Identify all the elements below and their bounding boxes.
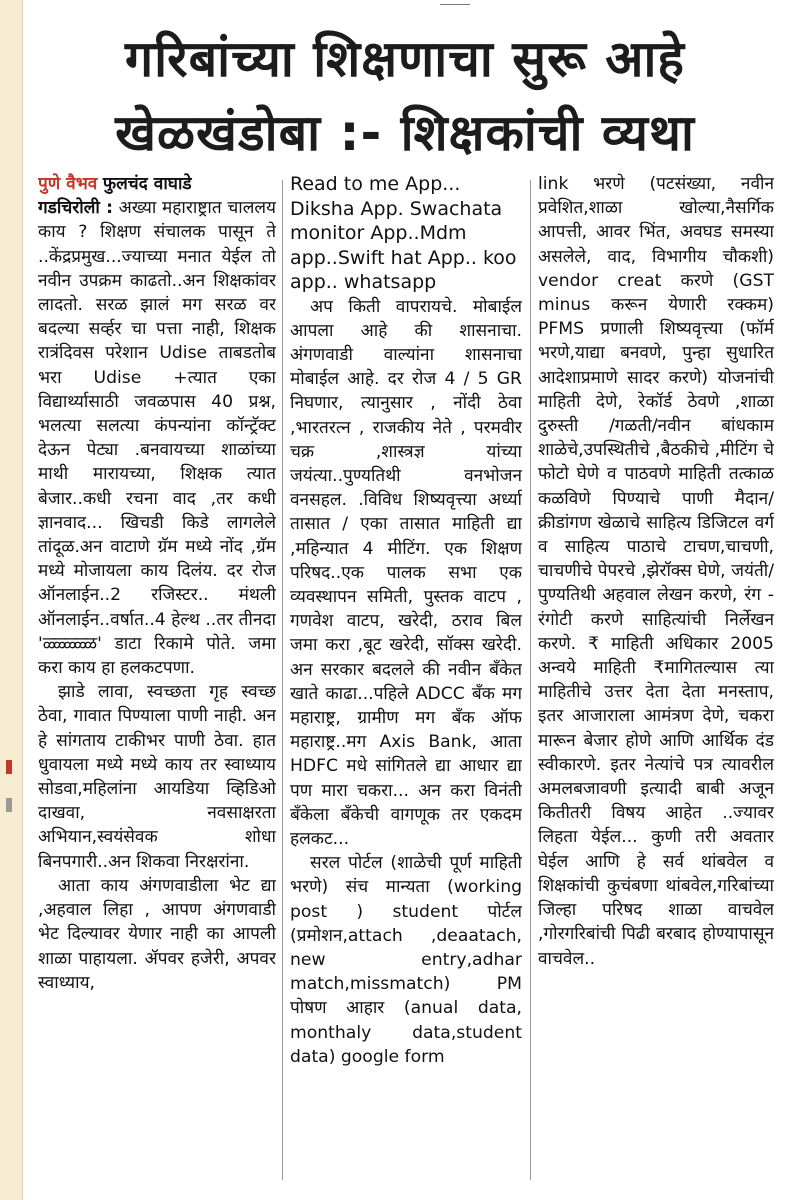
paragraph: सरल पोर्टल (शाळेची पूर्ण माहिती भरणे) संच मान्यता (working post ) student पोर्टल (प्रमोशन,attach ,deaatach, new entry,adhar match,missmatch) PM पोषण आहार (anual data, monthaly data,student data) google form (290, 853, 522, 1067)
headline-line-1: गरिबांच्या शिक्षणाचा सुरू आहे (125, 30, 685, 88)
paragraph: link भरणे (पटसंख्या, नवीन प्रवेशित,शाळा खोल्या,नैसर्गिक आपत्ती, आवर भिंत, अवघड समस्या असलेले, वाद, विभागीय चौकशी) vendor creat करणे (GST minus करून येणारी रक्कम) PFMS प्रणाली शिष्यवृत्त्या (फॉर्म भरणे,याद्या बनवणे, पुन्हा सुधारित आदेशाप्रमाणे सादर करणे) योजनांची माहिती देणे, रेकॉर्ड ठेवणे ,शाळा दुरुस्ती /गळती/नवीन बांधकाम शाळेचे,उपस्थितीचे ,बैठकीचे ,मीटिंग चे फोटो घेणे व पाठवणे माहिती तत्काळ कळविणे पिण्याचे पाणी मैदान/क्रीडांगण खेळाचे साहित्य डिजिटल वर्ग व साहित्य पाठाचे टाचण,चाचणी, चाचणीचे पेपरचे ,झेरॉक्स घेणे, जयंती/पुण्यतिथी अहवाल लेखन करणे, रंग - रंगोटी करणे साहित्यांची निर्लेखन करणे. ₹ माहिती अधिकार 2005 अन्वये माहिती ₹मागितल्यास त्या माहितीचे उत्तर देता देता मनस्ताप, इतर आजाराला आमंत्रण देणे, चकरा मारून बेजार होणे आणि आर्थिक दंड स्वीकारणे. इतर नेत्यांचे पत्र त्यावरील अमलबजावणी इत्यादी बाबी अजून कितीतरी विषय आहेत ..ज्यावर लिहता येईल... कुणी तरी अवतार घेईल आणि हे सर्व थांबवेल व शिक्षकांची कुचंबणा थांबवेल,गरिबांच्या जिल्हा परिषद शाळा वाचवेल ,गोरगरिबांची पिढी बरबाद होण्यापासून वाचवेल.. (538, 174, 774, 969)
article-column-2 (290, 172, 522, 1187)
byline-reporter: फुलचंद वाघाडे (102, 174, 192, 194)
page-left-margin (0, 0, 23, 1200)
paragraph: अप किती वापरायचे. मोबाईल आपला आहे की शासनाचा. अंगणवाडी वाल्यांना शासनाचा मोबाईल आहे. दर रोज 4 / 5 GR निघणार, त्यानुसार , नोंदी ठेवा ,भारतरत्न , राजकीय नेते , परमवीर चक्र ,शास्त्रज्ञ यांच्या जयंत्या..पुण्यतिथी वनभोजन वनसहल. .विविध शिष्यवृत्त्या अर्ध्या तासात / एका तासात माहिती द्या ,महिन्यात 4 मीटिंग. एक शिक्षण परिषद..एक पालक सभा एक व्यवस्थापन समिती, पुस्तक वाटप , गणवेश वाटप, खरेदी, ठराव बिल जमा करा ,बूट खरेदी, सॉक्स खरेदी. अन सरकार बदलले की नवीन बँकेत खाते काढा...पहिले ADCC बँक मग महाराष्ट्र, ग्रामीण मग बँक ऑफ महाराष्ट्र..मग Axis Bank, आता HDFC मधे सांगितले द्या आधार द्या पण मारा चकरा... अन करा विनंती बँकेला बँकेची वागणूक तर एकदम हलकट... (290, 296, 522, 849)
paragraph: आता काय अंगणवाडीला भेट द्या ,अहवाल लिहा , आपण अंगणवाडी भेट दिल्यावर येणार नाही का आपली शाळा पाहायला. ॲपवर हजेरी, अपवर स्वाध्याय, (38, 875, 276, 993)
paragraph-text: अख्या महाराष्ट्रात चाललय काय ? शिक्षण संचालक पासून ते ..केंद्रप्रमुख...ज्याच्या मनात येईल तो नवीन उपक्रम काढतो..अन शिक्षकांवर लादतो. सरळ झालं मग सरळ वर बदल्या सर्व्हर चा पत्ता नाही, शिक्षक रात्रंदिवस परेशान Udise ताबडतोब भरा Udise +त्यात एका विद्यार्थ्यासाठी जवळपास 40 प्रश्न, भलत्या सलत्या कंपन्यांना कॉन्ट्रॅक्ट देऊन पेट्या .बनवायच्या शाळांच्या माथी मारायच्या, शिक्षक त्यात बेजार..कधी रचना वाद ,तर कधी ज्ञानवाद... खिचडी किडे लागलेले तांदूळ.अन वाटाणे ग्रॅम मध्ये नोंद ,ग्रॅम मध्ये मोजायला काय दिलंय. दर रोज ऑनलाईन..2 रजिस्टर.. मंथली ऑनलाईन..वर्षात..4 हेल्थ ..तर तीनदा 'ळ्ळ्ळ्ळ्ळ' डाटा रिकामे पोते. जमा करा काय हा हलकटपणा. (38, 198, 276, 679)
column-divider (530, 180, 531, 1180)
page-fold-mark (440, 0, 470, 5)
margin-mark (6, 760, 12, 774)
paragraph: Read to me App... Diksha App. Swachata monitor App..Mdm app..Swift hat App.. koo app.. whatsapp (290, 173, 517, 293)
paragraph: झाडे लावा, स्वच्छता गृह स्वच्छ ठेवा, गावात पिण्याला पाणी नाही. अन हे सांगताय टाकीभर पाणी ठेवा. हात धुवायला मध्ये मध्ये काय तर स्वाध्याय सोडवा,महिलांना आयडिया व्हिडिओ दाखवा, नवसाक्षरता अभियान,स्वयंसेवक शोधा बिनपगारी..अन शिकवा निरक्षरांना. (38, 682, 276, 872)
byline-city: पुणे वैभव (38, 174, 98, 194)
margin-mark (6, 798, 12, 812)
paragraph (38, 172, 276, 680)
article-column-3 (538, 172, 774, 1187)
dateline: गडचिरोली : (38, 198, 113, 219)
article-column-1 (38, 172, 276, 1187)
article-headline (30, 22, 780, 170)
headline-line-2: खेळखंडोबा :- शिक्षकांची व्यथा (115, 104, 695, 162)
column-divider (282, 180, 283, 1180)
